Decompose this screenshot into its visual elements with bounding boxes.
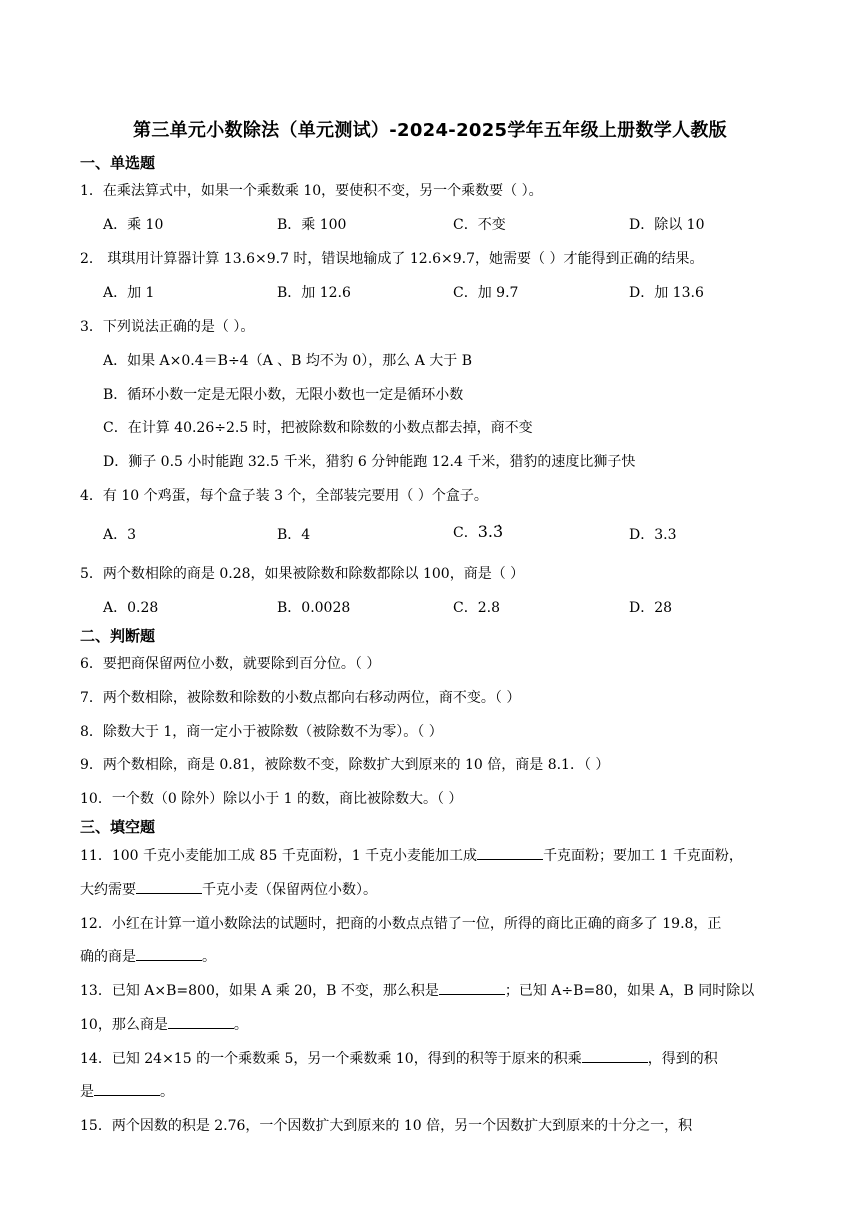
- question-8: 8．除数大于 1，商一定小于被除数（被除数不为零）。（ ）: [80, 724, 443, 740]
- q11-text-3: 大约需要: [80, 882, 136, 898]
- q4-option-c-label: C．: [453, 525, 478, 541]
- q3-option-b[interactable]: B．循环小数一定是无限小数，无限小数也一定是循环小数: [103, 387, 464, 403]
- section-fill-blank: 三、填空题: [80, 818, 156, 836]
- question-13-line-1: [80, 980, 754, 1000]
- q5-option-b[interactable]: B．0.0028: [277, 600, 351, 616]
- q14-text-3: 是: [80, 1084, 94, 1100]
- section-single-choice: 一、单选题: [80, 154, 156, 172]
- question-1: 1．在乘法算式中，如果一个乘数乘 10，要使积不变，另一个乘数要（ ）。: [80, 183, 543, 199]
- question-11-line-2: [80, 879, 377, 899]
- question-7: 7．两个数相除，被除数和除数的小数点都向右移动两位，商不变。（ ）: [80, 690, 521, 706]
- question-4: 4．有 10 个鸡蛋，每个盒子装 3 个，全部装完要用（ ）个盒子。: [80, 488, 488, 504]
- q14-text-2: ，得到的积: [647, 1051, 718, 1067]
- q1-option-b[interactable]: B．乘 100: [277, 217, 347, 233]
- q2-option-b[interactable]: B．加 12.6: [277, 285, 351, 301]
- page-title: 第三单元小数除法（单元测试）-2024-2025学年五年级上册数学人教版: [133, 120, 727, 141]
- q13-blank-1[interactable]: [439, 980, 505, 995]
- q13-text-1: 13．已知 A×B=800，如果 A 乘 20，B 不变，那么积是: [80, 983, 439, 999]
- q14-text-4: 。: [160, 1084, 174, 1100]
- q14-text-1: 14．已知 24×15 的一个乘数乘 5，另一个乘数乘 10，得到的积等于原来的积乘: [80, 1051, 582, 1067]
- q11-blank-2[interactable]: [136, 879, 202, 894]
- q3-option-a[interactable]: A．如果 A×0.4＝B÷4（A 、B 均不为 0），那么 A 大于 B: [103, 353, 472, 369]
- q4-option-c[interactable]: [453, 522, 503, 542]
- q3-option-d[interactable]: D．狮子 0.5 小时能跑 32.5 千米，猎豹 6 分钟能跑 12.4 千米，猎豹的速度比狮子快: [103, 454, 636, 470]
- question-5: 5．两个数相除的商是 0.28，如果被除数和除数都除以 100，商是（ ）: [80, 566, 525, 582]
- q12-text-2: 确的商是: [80, 949, 136, 965]
- q4-option-d[interactable]: D．3.3: [629, 527, 677, 543]
- question-14-line-2: [80, 1081, 174, 1101]
- q1-option-d[interactable]: D．除以 10: [629, 217, 705, 233]
- q5-option-d[interactable]: D．28: [629, 600, 673, 616]
- q13-text-2: ；已知 A÷B=80，如果 A，B 同时除以: [504, 983, 755, 999]
- question-10: 10．一个数（0 除外）除以小于 1 的数，商比被除数大。（ ）: [80, 791, 463, 807]
- q1-option-c[interactable]: C．不变: [453, 217, 506, 233]
- question-12-line-2: [80, 946, 216, 966]
- q4-option-c-value: 3.3̇: [477, 522, 504, 541]
- q13-blank-2[interactable]: [168, 1014, 234, 1029]
- q1-option-a[interactable]: A．乘 10: [103, 217, 164, 233]
- question-2: 2． 琪琪用计算器计算 13.6×9.7 时，错误地输成了 12.6×9.7，她需要（ ）才能得到正确的结果。: [80, 251, 704, 267]
- q11-text-4: 千克小麦（保留两位小数）。: [202, 882, 377, 898]
- q4-option-a[interactable]: A．3: [103, 527, 137, 543]
- q2-option-a[interactable]: A．加 1: [103, 285, 155, 301]
- q2-option-c[interactable]: C．加 9.7: [453, 285, 519, 301]
- q12-blank-1[interactable]: [136, 946, 202, 961]
- q14-blank-1[interactable]: [582, 1048, 648, 1063]
- q13-text-4: 。: [233, 1017, 248, 1033]
- q5-option-c[interactable]: C．2.8: [453, 600, 500, 616]
- q12-text-3: 。: [202, 949, 216, 965]
- question-14-line-1: [80, 1048, 718, 1068]
- question-11-line-1: [80, 845, 743, 865]
- question-13-line-2: [80, 1014, 248, 1034]
- q11-blank-1[interactable]: [477, 845, 543, 860]
- question-12-line-1: 12．小红在计算一道小数除法的试题时，把商的小数点点错了一位，所得的商比正确的商多了 19.8，正: [80, 916, 722, 932]
- q2-option-d[interactable]: D．加 13.6: [629, 285, 704, 301]
- question-9: 9．两个数相除，商是 0.81，被除数不变，除数扩大到原来的 10 倍，商是 8.1．（ ）: [80, 757, 610, 773]
- q4-option-b[interactable]: B．4: [277, 527, 311, 543]
- section-true-false: 二、判断题: [80, 627, 156, 645]
- q11-text-1: 11．100 千克小麦能加工成 85 千克面粉，1 千克小麦能加工成: [80, 848, 478, 864]
- question-6: 6．要把商保留两位小数，就要除到百分位。（ ）: [80, 656, 381, 672]
- question-3: 3．下列说法正确的是（ ）。: [80, 319, 255, 335]
- question-15: 15．两个因数的积是 2.76，一个因数扩大到原来的 10 倍，另一个因数扩大到原来的十分之一，积: [80, 1118, 693, 1134]
- q13-text-3: 10，那么商是: [80, 1017, 168, 1033]
- q11-text-2: 千克面粉；要加工 1 千克面粉，: [543, 848, 743, 864]
- q5-option-a[interactable]: A．0.28: [103, 600, 159, 616]
- q14-blank-2[interactable]: [94, 1081, 160, 1096]
- q3-option-c[interactable]: C．在计算 40.26÷2.5 时，把被除数和除数的小数点都去掉，商不变: [103, 420, 533, 436]
